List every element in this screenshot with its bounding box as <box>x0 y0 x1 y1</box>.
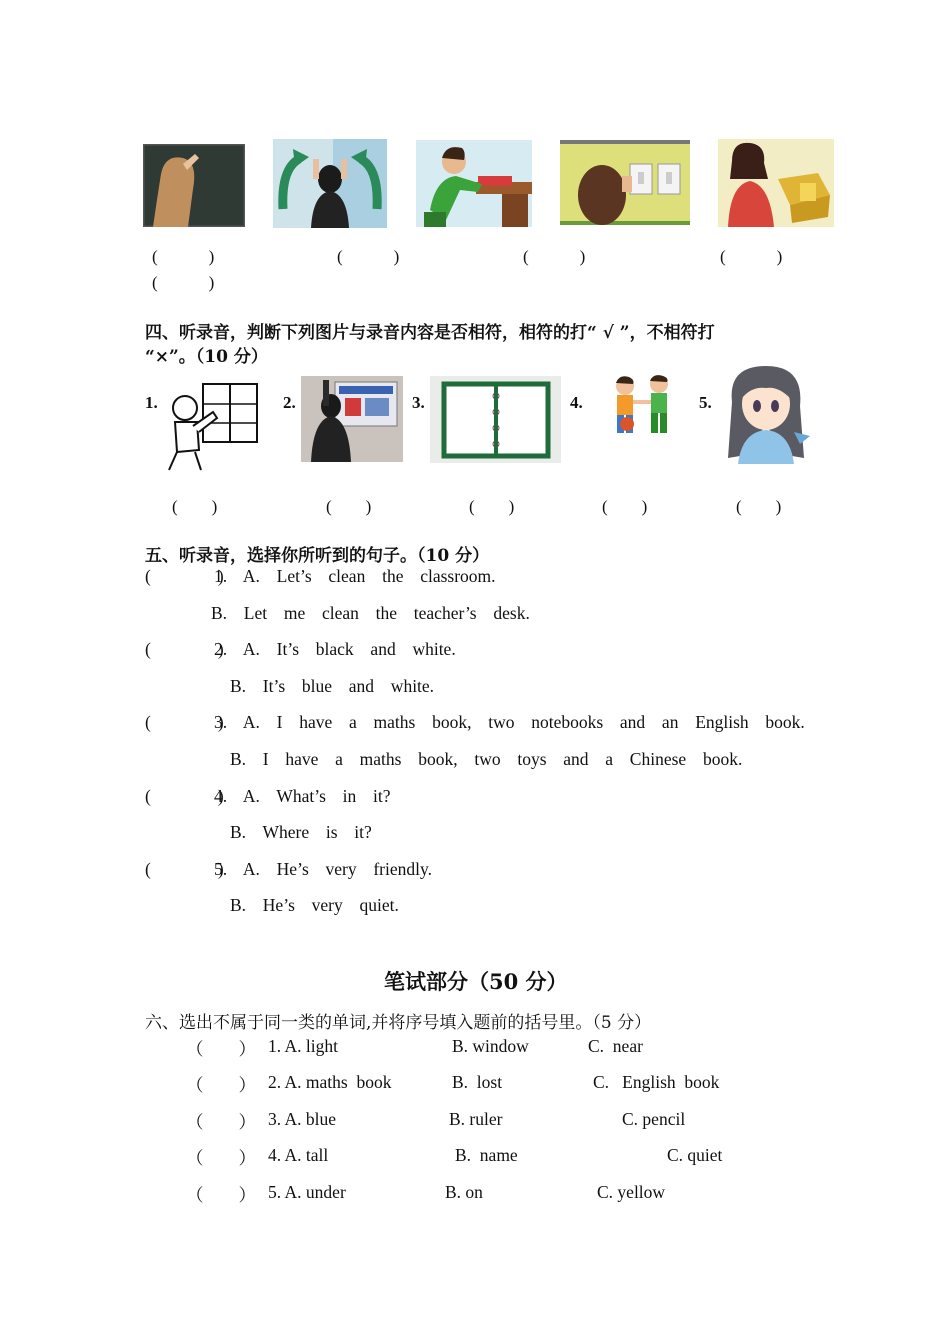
option-a: 2. A. It’s black and white. <box>214 639 456 659</box>
option-a: 3. A. I have a maths book, two notebooks and an English book. <box>214 712 805 732</box>
answer-paren[interactable]: ( ) <box>145 639 224 659</box>
option-a: 3. A. blue <box>268 1109 337 1129</box>
option-a: 5. A. under <box>268 1182 346 1202</box>
window-cleaning-image <box>273 139 387 228</box>
notebook-image <box>430 376 561 463</box>
option-c: C. quiet <box>667 1145 723 1165</box>
section-4-heading-cont: “×”。（10 分） <box>145 347 268 367</box>
option-a: 2. A. maths book <box>268 1072 392 1092</box>
girl-opening-box-image <box>718 139 834 227</box>
option-c: C. English book <box>593 1072 720 1092</box>
option-a: 4. A. What’s in it? <box>214 786 391 806</box>
answer-paren[interactable]: ( ) <box>720 247 783 266</box>
option-c: C. yellow <box>597 1182 666 1202</box>
answer-paren[interactable]: ( ) <box>326 497 372 516</box>
item-number: 1. <box>145 393 158 412</box>
option-b: B. He’s very quiet. <box>230 895 399 915</box>
picture-notebook <box>430 376 561 463</box>
picture-2 <box>273 139 387 228</box>
option-a: 1. A. light <box>268 1036 339 1056</box>
option-b: B. Let me clean the teacher’s desk. <box>211 603 530 623</box>
boy-cleaning-desk-image <box>416 140 532 227</box>
picture-girl <box>718 362 815 464</box>
answer-paren[interactable]: ( ) <box>145 859 224 879</box>
option-b: B. It’s blue and white. <box>230 676 435 696</box>
answer-paren[interactable]: ( ) <box>523 247 586 266</box>
picture-5 <box>718 139 834 227</box>
option-a: 5. A. He’s very friendly. <box>214 859 432 879</box>
answer-paren[interactable]: ( ) <box>469 497 515 516</box>
option-c: C. near <box>588 1036 643 1056</box>
picture-poster <box>301 376 403 462</box>
turning-on-light-image <box>560 140 690 225</box>
girl-image <box>718 362 815 464</box>
window-drawing-image <box>163 380 261 476</box>
section-6-heading: 六、选出不属于同一类的单词,并将序号填入题前的括号里。（5 分） <box>145 1013 652 1033</box>
picture-1 <box>143 144 245 227</box>
picture-friends <box>605 374 683 440</box>
section-5-heading: 五、听录音，选择你所听到的句子。（10 分） <box>145 546 490 566</box>
item-number: 4. <box>570 393 583 412</box>
answer-paren[interactable]: ( ) <box>602 497 648 516</box>
picture-4 <box>560 140 690 225</box>
section-4-heading: 四、听录音，判断下列图片与录音内容是否相符，相符的打“ √ ”，不相符打 <box>145 323 715 343</box>
person-at-poster-image <box>301 376 403 462</box>
answer-paren[interactable]: ( ) <box>337 247 400 266</box>
answer-paren[interactable]: ( ) <box>145 712 224 732</box>
option-a: 4. A. tall <box>268 1145 329 1165</box>
answer-paren[interactable]: （ ） <box>186 1075 256 1095</box>
option-c: C. pencil <box>622 1109 686 1129</box>
option-b: B. on <box>445 1182 483 1202</box>
answer-paren[interactable]: ( ) <box>172 497 218 516</box>
answer-paren[interactable]: ( ) <box>152 247 215 266</box>
answer-paren[interactable]: （ ） <box>186 1148 256 1168</box>
answer-paren[interactable]: （ ） <box>186 1185 256 1205</box>
picture-3 <box>416 140 532 227</box>
option-a: 1. A. Let’s clean the classroom. <box>214 566 496 586</box>
answer-paren[interactable]: ( ) <box>152 273 215 292</box>
option-b: B. lost <box>452 1072 503 1092</box>
item-number: 3. <box>412 393 425 412</box>
option-b: B. Where is it? <box>230 822 372 842</box>
item-number: 2. <box>283 393 296 412</box>
answer-paren[interactable]: （ ） <box>186 1039 256 1059</box>
girl-cleaning-board-image <box>143 144 245 227</box>
answer-paren[interactable]: ( ) <box>145 786 224 806</box>
two-boys-image <box>605 374 683 440</box>
picture-window <box>163 380 261 476</box>
option-b: B. ruler <box>449 1109 503 1129</box>
answer-paren[interactable]: （ ） <box>186 1112 256 1132</box>
option-b: B. name <box>455 1145 518 1165</box>
item-number: 5. <box>699 393 712 412</box>
option-b: B. I have a maths book, two toys and a Chinese book. <box>230 749 743 769</box>
option-b: B. window <box>452 1036 529 1056</box>
written-section-title: 笔试部分（50 分） <box>384 969 568 994</box>
answer-paren[interactable]: ( ) <box>736 497 782 516</box>
answer-paren[interactable]: ( ) <box>145 566 224 586</box>
